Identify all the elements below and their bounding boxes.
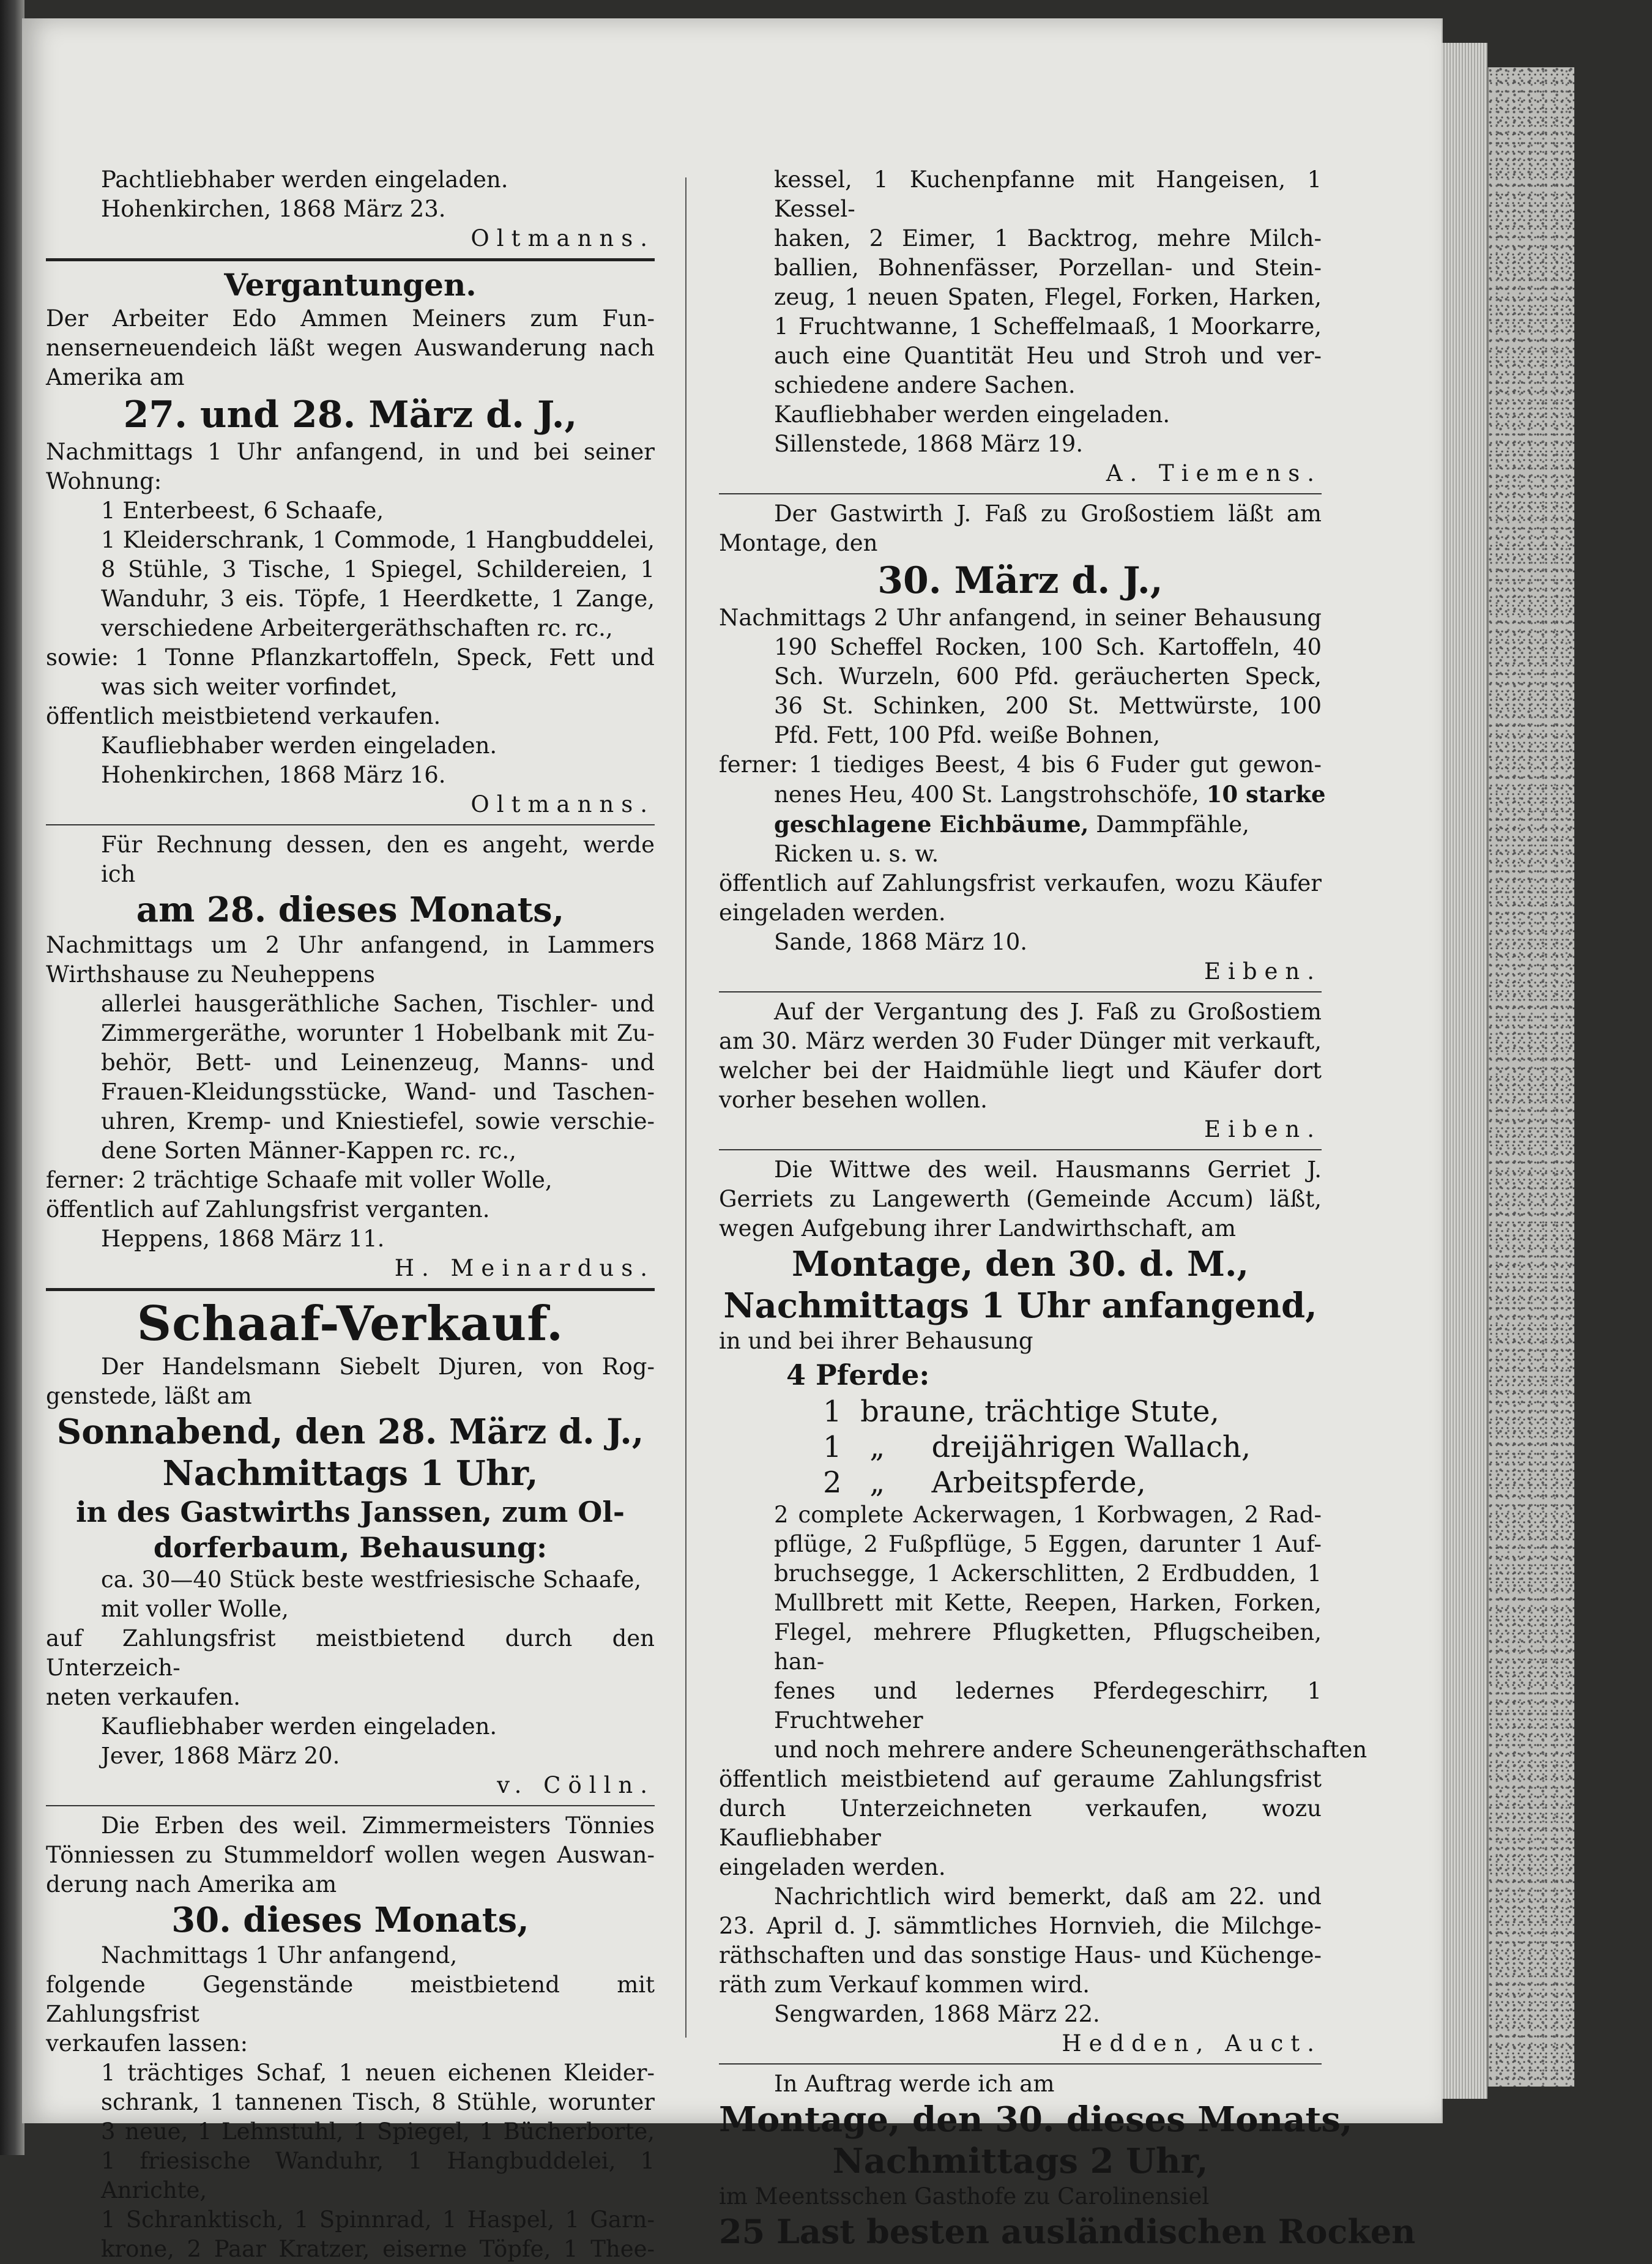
ad-body: verkaufen lassen: — [46, 2030, 248, 2057]
ad-intro: nenserneuendeich läßt wegen Auswanderung nach — [46, 335, 655, 361]
ad-body: ferner: 1 tiediges Beest, 4 bis 6 Fuder gut gewon- — [719, 751, 1322, 778]
ad-item: schrank, 1 tannenen Tisch, 8 Stühle, worunter — [101, 2089, 655, 2115]
ad-intro: genstede, läßt am — [46, 1383, 252, 1409]
horse-desc: dreijährigen Wallach, — [931, 1430, 1251, 1464]
ad-item: Flegel, mehrere Pflugketten, Pflugscheiben, han- — [774, 1619, 1322, 1675]
ad-item: Wanduhr, 3 eis. Töpfe, 1 Heerdkette, 1 Zange, — [101, 586, 655, 612]
ad-item: 1 Kleiderschrank, 1 Commode, 1 Hangbuddelei, — [101, 527, 655, 553]
ad-item: verschiedene Arbeitergeräthschaften rc. rc., — [101, 615, 613, 641]
ad-emphasis: 10 starke — [1206, 781, 1326, 808]
ad-date: Nachmittags 1 Uhr anfangend, — [723, 1286, 1317, 1326]
separator — [719, 1149, 1322, 1150]
ad-item: 3 neue, 1 Lehnstuhl, 1 Spiegel, 1 Bücherborte, — [101, 2118, 655, 2145]
ad-body: welcher bei der Haidmühle liegt und Käufer dort — [719, 1057, 1322, 1084]
book-cover-edge — [1487, 67, 1574, 2087]
ad-body: vorher besehen wollen. — [719, 1087, 988, 1113]
ad-schaaf-verkauf — [46, 1296, 655, 1800]
ad-fass — [719, 499, 1326, 986]
ad-body: Wirthshause zu Neuheppens — [46, 961, 375, 988]
separator — [46, 1805, 655, 1806]
ad-item: Mullbrett mit Kette, Reepen, Harken, Forken, — [774, 1590, 1322, 1616]
ad-body: in und bei ihrer Behausung — [719, 1328, 1033, 1354]
ad-body: im Meentsschen Gasthofe zu Carolinensiel — [719, 2183, 1210, 2210]
ad-body: Auf der Vergantung des J. Faß zu Großostiem — [774, 999, 1322, 1025]
horse-count: 1 — [823, 1430, 842, 1464]
horse-row — [719, 1429, 1322, 1465]
ad-line: Kaufliebhaber werden eingeladen. — [101, 732, 497, 759]
ad-line: öffentlich meistbietend auf geraume Zahlungsfrist — [719, 1766, 1322, 1792]
horse-row — [719, 1394, 1322, 1429]
ad-date: Nachmittags 2 Uhr, — [832, 2141, 1208, 2181]
ad-duenger — [719, 997, 1322, 1144]
right-column — [719, 165, 1416, 2252]
ad-text: nenes Heu, 400 St. Langstrohschöfe, — [774, 781, 1199, 808]
ad-item: 36 St. Schinken, 200 St. Mettwürste, 100 — [774, 693, 1322, 719]
ad-body: mit voller Wolle, — [101, 1596, 289, 1622]
ad-location: dorferbaum, Behausung: — [153, 1531, 548, 1564]
ad-intro: Montage, den — [719, 530, 878, 556]
ad-item: Sch. Wurzeln, 600 Pfd. geräucherten Speck, — [774, 663, 1322, 690]
separator — [719, 991, 1322, 992]
ad-intro: Der Handelsmann Siebelt Djuren, von Rog- — [101, 1354, 655, 1380]
ad-emphasis: geschlagene Eichbäume, — [774, 811, 1089, 838]
ad-body — [719, 780, 1326, 810]
horse-desc: braune, trächtige Stute, — [860, 1395, 1219, 1429]
ad-body: folgende Gegenstände meistbietend mit Zahlungsfrist — [46, 1972, 655, 2027]
section-heading: Schaaf-Verkauf. — [136, 1296, 564, 1352]
ad-item: pflüge, 2 Fußpflüge, 5 Eggen, darunter 1 Auf- — [774, 1531, 1322, 1557]
left-column — [46, 165, 655, 2264]
ad-line: Sande, 1868 März 10. — [774, 929, 1027, 955]
ad-body: Nachmittags 1 Uhr anfangend, — [101, 1942, 458, 1968]
ad-signature: H. Meinardus. — [394, 1255, 655, 1281]
ad-date: am 28. dieses Monats, — [136, 890, 565, 930]
ad-line: Pachtliebhaber werden eingeladen. — [101, 166, 508, 193]
ad-line: Kaufliebhaber werden eingeladen. — [774, 401, 1170, 428]
ad-date: 30. März d. J., — [877, 559, 1163, 602]
ditto-mark: „ — [869, 1465, 885, 1500]
separator — [46, 824, 655, 825]
ad-body: Ricken u. s. w. — [774, 841, 939, 867]
ad-item: 1 Fruchtwanne, 1 Scheffelmaaß, 1 Moorkarre, — [774, 313, 1322, 340]
ad-body: Nachmittags 1 Uhr anfangend, in und bei seiner — [46, 439, 655, 465]
ad-item: 2 complete Ackerwagen, 1 Korbwagen, 2 Rad- — [774, 1502, 1322, 1528]
ditto-mark: „ — [869, 1430, 885, 1464]
ad-line: eingeladen werden. — [719, 1854, 946, 1880]
separator — [46, 258, 655, 261]
horse-row — [719, 1465, 1322, 1500]
ad-body: behör, Bett- und Leinenzeug, Manns- und — [101, 1049, 655, 1076]
horses-title: 4 Pferde: — [786, 1358, 930, 1391]
ad-line: Hohenkirchen, 1868 März 23. — [101, 196, 446, 222]
ad-intro: Der Arbeiter Edo Ammen Meiners zum Fun- — [46, 305, 655, 332]
ad-body: Wohnung: — [46, 468, 162, 494]
ad-item: 1 Enterbeest, 6 Schaafe, — [101, 497, 384, 524]
ad-toenniessen — [46, 1811, 655, 2264]
ad-line: was sich weiter vorfindet, — [101, 674, 398, 700]
ad-body: Zimmergeräthe, worunter 1 Hobelbank mit Zu- — [101, 1020, 655, 1046]
ad-signature: Oltmanns. — [471, 791, 655, 817]
ad-signature: Hedden, Auct. — [1062, 2030, 1322, 2057]
ad-date: Montage, den 30. d. M., — [791, 1244, 1249, 1284]
ad-intro: Amerika am — [46, 364, 185, 390]
ad-body: Nachmittags um 2 Uhr anfangend, in Lammers — [46, 932, 655, 958]
ad-intro: Für Rechnung dessen, den es angeht, werde ich — [101, 832, 655, 887]
ad-body: auf Zahlungsfrist meistbietend durch den Unterzeich- — [46, 1625, 655, 1681]
horse-desc: Arbeitspferde, — [931, 1465, 1146, 1500]
ad-body: am 30. März werden 30 Fuder Dünger mit verkauft, — [719, 1028, 1322, 1054]
ad-item: 1 friesische Wanduhr, 1 Hangbuddelei, 1 Anrichte, — [101, 2148, 655, 2203]
ad-body: Jever, 1868 März 20. — [101, 1743, 340, 1769]
ad-item: bruchsegge, 1 Ackerschlitten, 2 Erdbudden, 1 — [774, 1560, 1322, 1587]
book-spine-left — [0, 0, 24, 2155]
ad-line: Hohenkirchen, 1868 März 16. — [101, 762, 446, 788]
ad-item: ballien, Bohnenfässer, Porzellan- und Stein- — [774, 255, 1322, 281]
ad-item: schiedene andere Sachen. — [774, 372, 1076, 398]
separator — [719, 2063, 1322, 2065]
ad-text: Dammpfähle, — [1096, 811, 1249, 838]
ad-body: neten verkaufen. — [46, 1684, 241, 1710]
ad-body: Nachmittags 2 Uhr anfangend, in seiner Behausung — [719, 605, 1322, 631]
ad-gerriets — [719, 1155, 1367, 2058]
ad-intro: Der Gastwirth J. Faß zu Großostiem läßt am — [774, 501, 1322, 527]
ad-intro: Die Wittwe des weil. Hausmanns Gerriet J. — [774, 1156, 1322, 1183]
ad-line: 23. April d. J. sämmtliches Hornvieh, die Milchge- — [719, 1913, 1322, 1939]
ad-location: in des Gastwirths Janssen, zum Ol- — [76, 1495, 625, 1529]
ad-item: kessel, 1 Kuchenpfanne mit Hangeisen, 1 Kessel- — [774, 166, 1322, 222]
ad-date: Sonnabend, den 28. März d. J., — [56, 1412, 644, 1452]
ad-item: haken, 2 Eimer, 1 Backtrog, mehre Milch- — [774, 225, 1322, 251]
ad-date: 30. dieses Monats, — [171, 1900, 529, 1940]
ad-intro: Gerriets zu Langewerth (Gemeinde Accum) läßt, — [719, 1186, 1322, 1212]
ad-intro: wegen Aufgebung ihrer Landwirthschaft, am — [719, 1215, 1236, 1242]
ad-line: sowie: 1 Tonne Pflanzkartoffeln, Speck, Fett und — [46, 644, 655, 671]
ad-tiemens — [719, 165, 1322, 488]
separator — [719, 493, 1322, 494]
horse-count: 1 — [823, 1395, 842, 1429]
ad-item: Pfd. Fett, 100 Pfd. weiße Bohnen, — [774, 722, 1161, 748]
ad-item: zeug, 1 neuen Spaten, Flegel, Forken, Harken, — [774, 284, 1322, 310]
ad-line: öffentlich auf Zahlungsfrist verkaufen, wozu Käufer — [719, 870, 1322, 896]
ad-date: 27. und 28. März d. J., — [123, 393, 578, 436]
ad-signature: Eiben. — [1204, 958, 1322, 985]
ad-body: Frauen-Kleidungsstücke, Wand- und Taschen- — [101, 1079, 655, 1105]
ad-line: öffentlich meistbietend verkaufen. — [46, 703, 441, 729]
ad-body: allerlei hausgeräthliche Sachen, Tischler- und — [101, 991, 655, 1017]
separator — [46, 1288, 655, 1291]
page-edges — [1442, 43, 1487, 2099]
ad-item: 8 Stühle, 3 Tische, 1 Spiegel, Schildereien, 1 — [101, 556, 655, 583]
ad-meiners — [46, 266, 655, 819]
ad-line: Sillenstede, 1868 März 19. — [774, 431, 1084, 457]
ad-line: durch Unterzeichneten verkaufen, wozu Kaufliebhaber — [719, 1795, 1322, 1851]
ad-signature: Eiben. — [1204, 1116, 1322, 1142]
ad-headline: 25 Last besten ausländischen Rocken — [719, 2212, 1416, 2251]
ad-line: Nachrichtlich wird bemerkt, daß am 22. und — [774, 1883, 1322, 1910]
ad-line: Sengwarden, 1868 März 22. — [774, 2001, 1100, 2027]
ad-carolinensiel — [719, 2069, 1416, 2252]
ad-body: uhren, Kremp- und Kniestiefel, sowie verschie- — [101, 1108, 655, 1134]
ad-date: Nachmittags 1 Uhr, — [162, 1453, 538, 1494]
ad-line: eingeladen werden. — [719, 899, 946, 926]
ad-pachtliebhaber — [46, 165, 655, 253]
ad-lammers — [46, 830, 655, 1283]
ad-item: 1 Schranktisch, 1 Spinnrad, 1 Haspel, 1 Garn- — [101, 2206, 655, 2233]
ad-body: ferner: 2 trächtige Schaafe mit voller Wolle, — [46, 1167, 553, 1193]
ad-date: Montage, den 30. dieses Monats, — [719, 2099, 1353, 2140]
horse-count: 2 — [823, 1465, 842, 1500]
ad-intro: Die Erben des weil. Zimmermeisters Tönnies — [101, 1812, 655, 1839]
ad-signature: A. Tiemens. — [1106, 460, 1322, 486]
ad-body — [719, 810, 1322, 840]
ad-body: Heppens, 1868 März 11. — [101, 1226, 385, 1252]
ad-item: 190 Scheffel Rocken, 100 Sch. Kartoffeln, 40 — [774, 634, 1322, 660]
ad-item: krone, 2 Paar Kratzer, eiserne Töpfe, 1 Thee- — [101, 2236, 655, 2262]
ad-signature: v. Cölln. — [497, 1772, 655, 1798]
ad-body: öffentlich auf Zahlungsfrist verganten. — [46, 1196, 490, 1223]
ad-signature: Oltmanns. — [471, 225, 655, 251]
ad-body: Kaufliebhaber werden eingeladen. — [101, 1713, 497, 1740]
ad-body: dene Sorten Männer-Kappen rc. rc., — [101, 1138, 516, 1164]
ad-line: räth zum Verkauf kommen wird. — [719, 1972, 1090, 1998]
ad-item: fenes und ledernes Pferdegeschirr, 1 Fruchtweher — [774, 1678, 1322, 1733]
ad-intro: derung nach Amerika am — [46, 1871, 337, 1897]
ad-item: 1 trächtiges Schaf, 1 neuen eichenen Kleider- — [101, 2060, 655, 2086]
ad-intro: Tönniessen zu Stummeldorf wollen wegen Auswan- — [46, 1842, 655, 1868]
section-heading: Vergantungen. — [224, 267, 477, 303]
ad-line: räthschaften und das sonstige Haus- und Küchenge- — [719, 1942, 1322, 1968]
ad-item: auch eine Quantität Heu und Stroh und ver- — [774, 343, 1322, 369]
ad-item: und noch mehrere andere Scheunengeräthschaften — [774, 1737, 1367, 1763]
column-divider — [685, 177, 686, 2038]
ad-intro: In Auftrag werde ich am — [774, 2071, 1055, 2097]
ad-body: ca. 30—40 Stück beste westfriesische Schaafe, — [101, 1566, 642, 1593]
